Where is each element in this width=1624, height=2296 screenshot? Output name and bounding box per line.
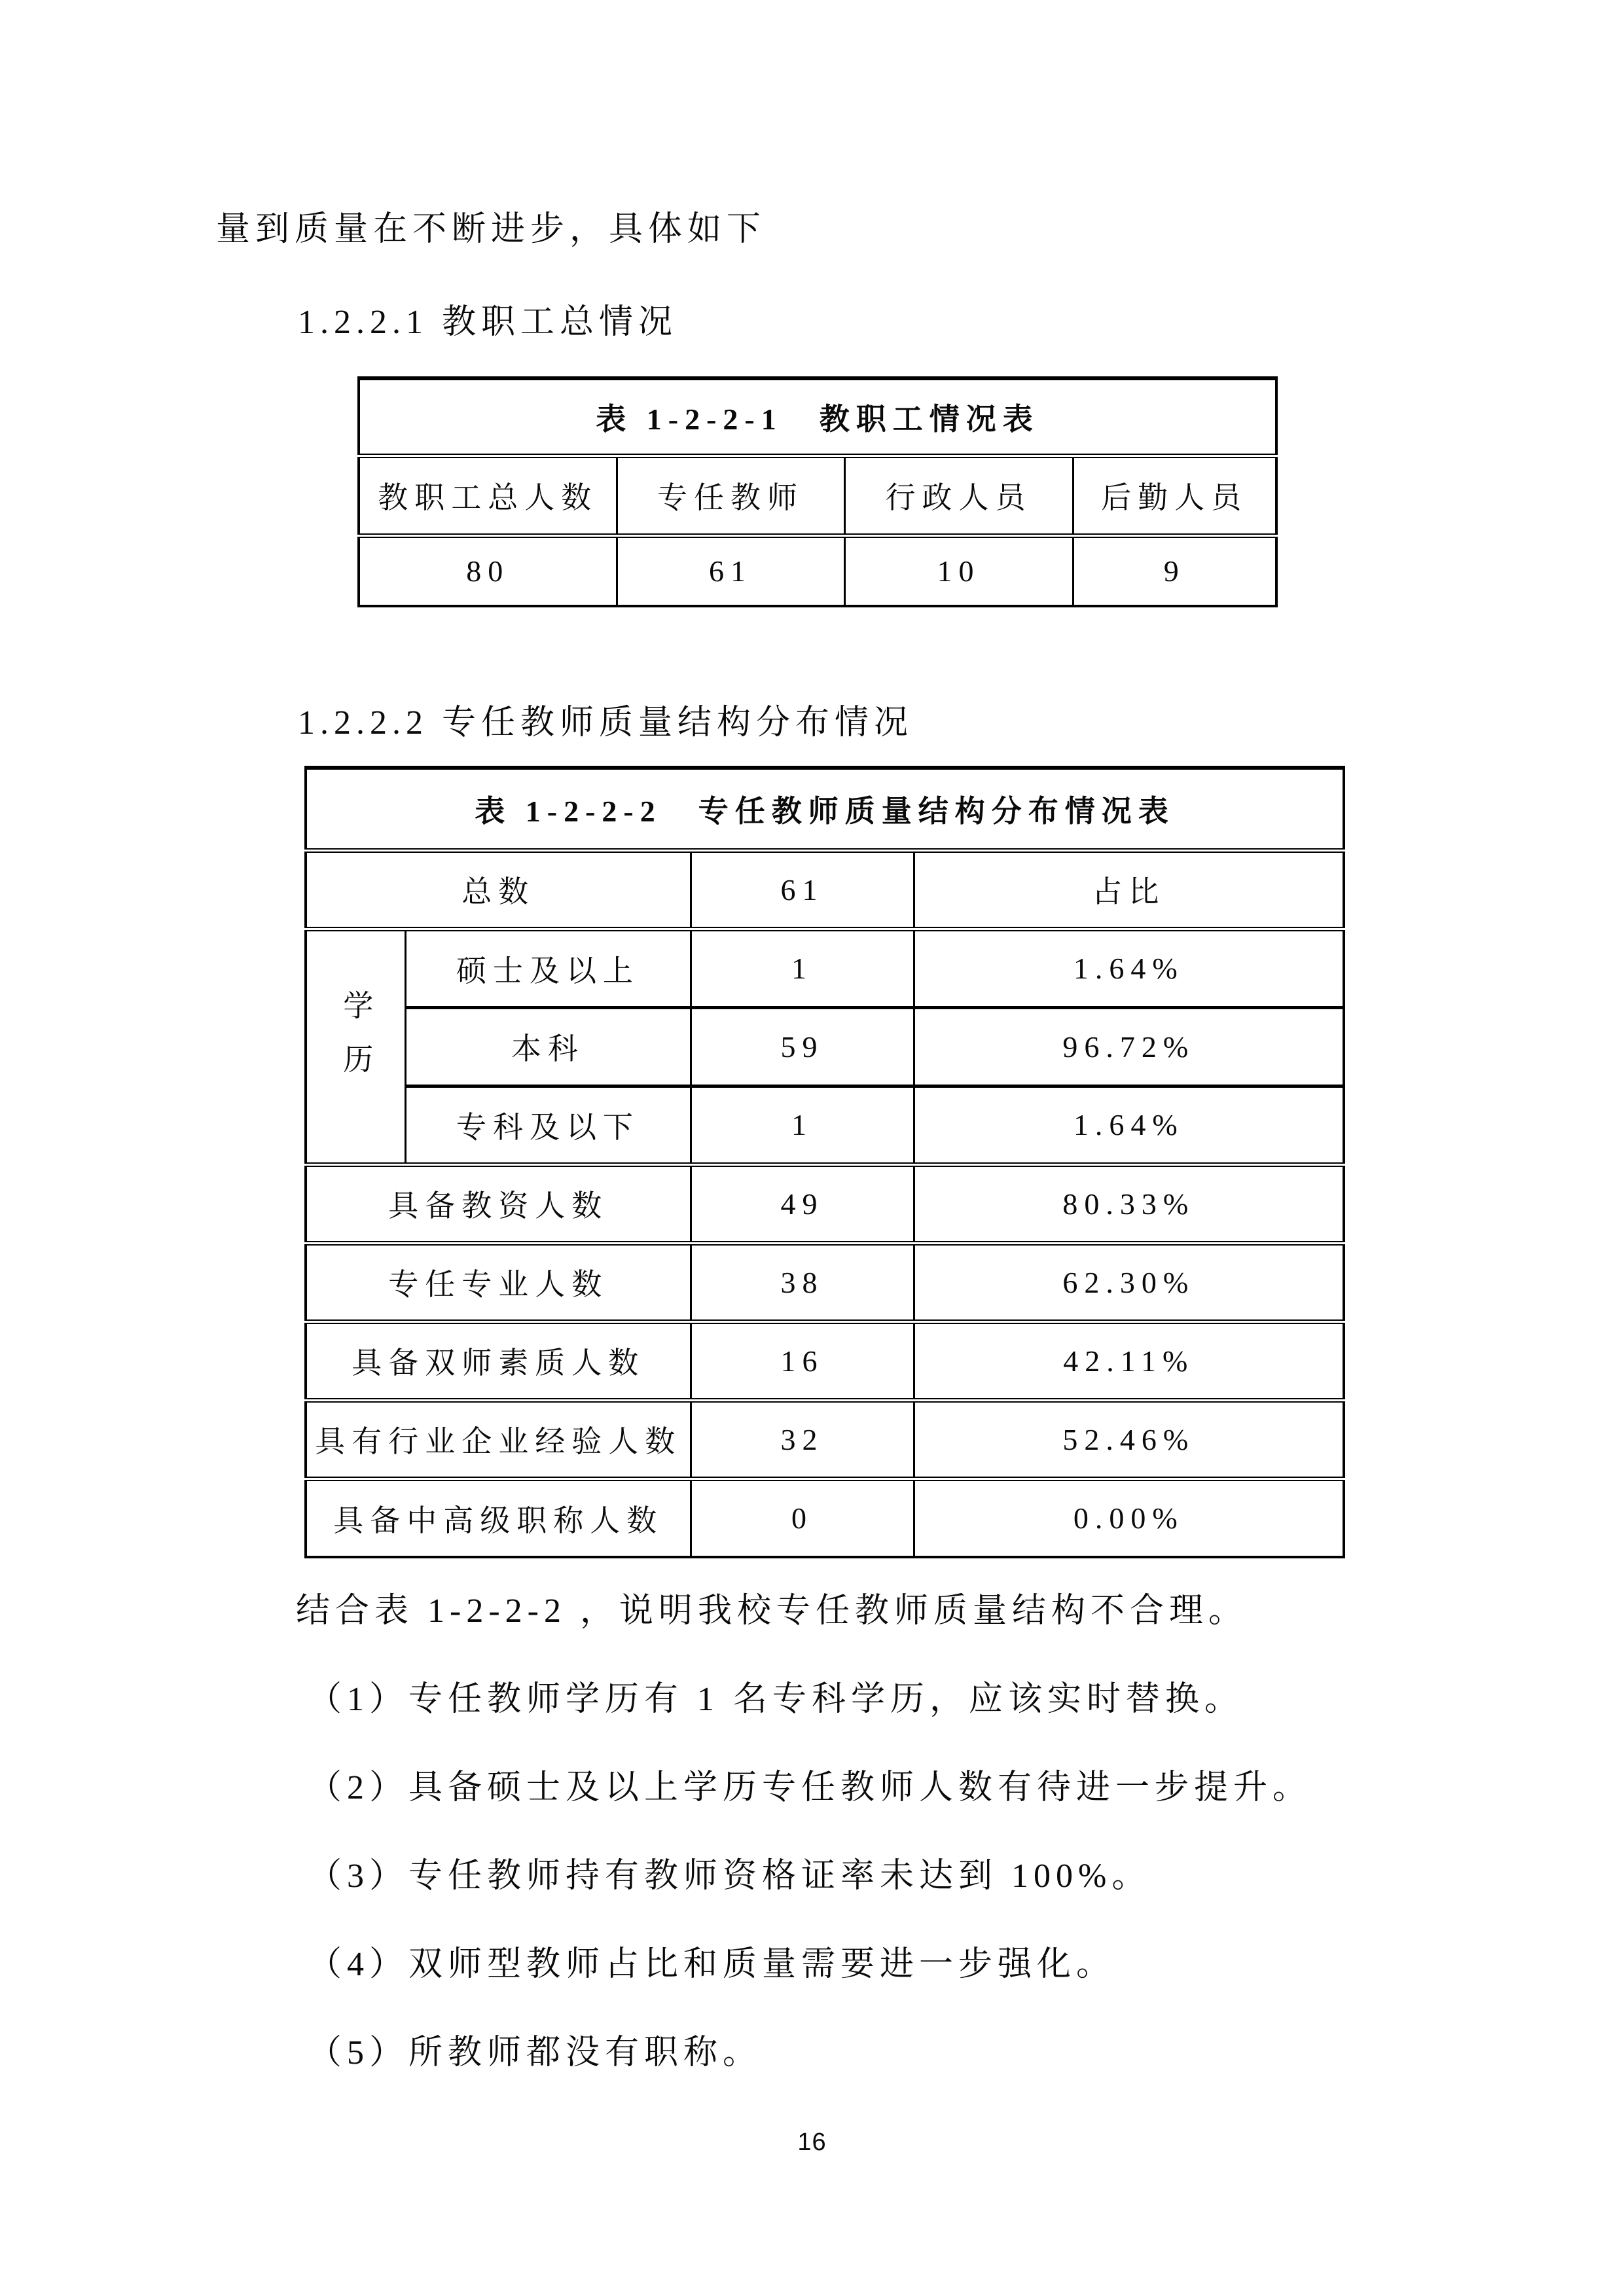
table2-title: 表 1-2-2-2 专任教师质量结构分布情况表 (306, 768, 1344, 850)
finding-item-4: （4）双师型教师占比和质量需要进一步强化。 (308, 1946, 1116, 1983)
finding-item-1: （1）专任教师学历有 1 名专科学历，应该实时替换。 (308, 1681, 1244, 1718)
table1-value-admin-staff: 10 (844, 535, 1073, 606)
table2-total-row (306, 850, 1344, 929)
table1-header-admin-staff: 行政人员 (844, 456, 1073, 535)
row-dual-qualified-label: 具备双师素质人数 (306, 1321, 691, 1400)
row-certified-ratio: 80.33% (914, 1164, 1344, 1243)
row-bachelor-ratio: 96.72% (914, 1007, 1344, 1086)
row-masters-count: 1 (691, 929, 914, 1007)
table2-row-masters (306, 929, 1344, 1007)
row-bachelor-count: 59 (691, 1007, 914, 1086)
table1-header-fulltime-teachers: 专任教师 (617, 456, 844, 535)
row-certified-label: 具备教资人数 (306, 1164, 691, 1243)
row-senior-title-ratio: 0.00% (914, 1479, 1344, 1557)
table2-total-label: 总数 (306, 850, 691, 929)
table2-row-senior-title (306, 1479, 1344, 1557)
row-masters-label: 硕士及以上 (405, 929, 691, 1007)
row-major-count: 38 (691, 1243, 914, 1321)
table1-value-total-staff: 80 (359, 535, 617, 606)
table2-row-associate (306, 1086, 1344, 1164)
finding-item-3: （3）专任教师持有教师资格证率未达到 100%。 (308, 1857, 1151, 1895)
table2-row-dual-qualified (306, 1321, 1344, 1400)
row-associate-ratio: 1.64% (914, 1086, 1344, 1164)
row-bachelor-label: 本科 (405, 1007, 691, 1086)
table2-row-major (306, 1243, 1344, 1321)
row-major-ratio: 62.30% (914, 1243, 1344, 1321)
table1-title: 表 1-2-2-1 教职工情况表 (359, 378, 1276, 456)
table1-header-total-staff: 教职工总人数 (359, 456, 617, 535)
table2-row-bachelor (306, 1007, 1344, 1086)
row-dual-qualified-ratio: 42.11% (914, 1321, 1344, 1400)
row-industry-experience-count: 32 (691, 1400, 914, 1479)
table1-value-row (359, 535, 1276, 606)
table1-value-logistics-staff: 9 (1073, 535, 1276, 606)
row-certified-count: 49 (691, 1164, 914, 1243)
table2-ratio-header: 占比 (914, 850, 1344, 929)
row-associate-count: 1 (691, 1086, 914, 1164)
row-industry-experience-ratio: 52.46% (914, 1400, 1344, 1479)
intro-paragraph: 量到质量在不断进步，具体如下 (216, 211, 767, 248)
table1-value-fulltime-teachers: 61 (617, 535, 844, 606)
education-group-label: 学历 (339, 989, 373, 1097)
table2-row-industry-experience (306, 1400, 1344, 1479)
section-heading-1-2-2-1: 1.2.2.1 教职工总情况 (298, 304, 678, 341)
table1-header-row (359, 456, 1276, 535)
row-major-label: 专任专业人数 (306, 1243, 691, 1321)
row-associate-label: 专科及以下 (405, 1086, 691, 1164)
row-industry-experience-label: 具有行业企业经验人数 (306, 1400, 691, 1479)
staff-overview-table (357, 376, 1278, 607)
finding-item-5: （5）所教师都没有职称。 (308, 2034, 763, 2072)
table2-total-value: 61 (691, 850, 914, 929)
page-number: 16 (797, 2128, 827, 2156)
row-masters-ratio: 1.64% (914, 929, 1344, 1007)
row-senior-title-label: 具备中高级职称人数 (306, 1479, 691, 1557)
table2-education-group-cell (306, 929, 405, 1164)
row-dual-qualified-count: 16 (691, 1321, 914, 1400)
summary-paragraph: 结合表 1-2-2-2 ，说明我校专任教师质量结构不合理。 (296, 1592, 1248, 1630)
row-senior-title-count: 0 (691, 1479, 914, 1557)
section-heading-1-2-2-2: 1.2.2.2 专任教师质量结构分布情况 (298, 704, 914, 742)
teacher-quality-table (304, 766, 1345, 1558)
table1-header-logistics-staff: 后勤人员 (1073, 456, 1276, 535)
finding-item-2: （2）具备硕士及以上学历专任教师人数有待进一步提升。 (308, 1769, 1312, 1806)
table2-row-certified (306, 1164, 1344, 1243)
